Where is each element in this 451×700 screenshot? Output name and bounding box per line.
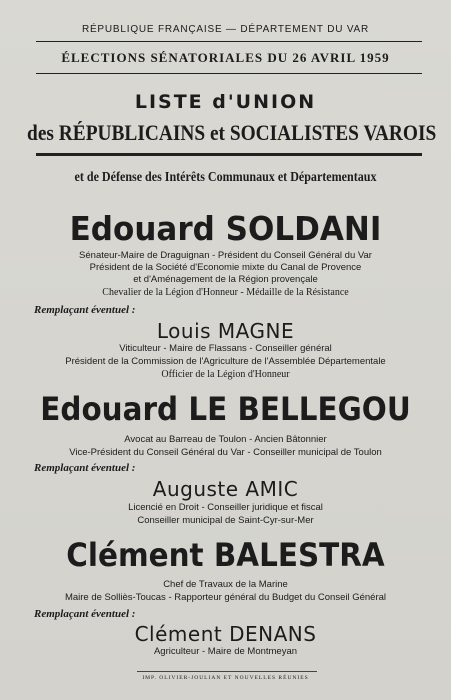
substitute-detail: Viticulteur - Maire de Flassans - Conseiller général xyxy=(119,343,332,354)
liste-title: LISTE d'UNION xyxy=(134,91,317,113)
substitute-detail: Président de la Commission de l'Agriculture de l'Assemblée Départementale xyxy=(65,356,386,367)
substitute-detail: Conseiller municipal de Saint-Cyr-sur-Mer xyxy=(137,515,314,526)
candidate-detail: Sénateur-Maire de Draguignan - Président du Conseil Général du Var xyxy=(79,250,372,261)
candidate-detail: Président de la Société d'Economie mixte du Canal de Provence xyxy=(89,262,362,273)
defense-subtitle: et de Défense des Intérêts Communaux et Départementaux xyxy=(74,170,377,185)
republicains-title: des RÉPUBLICAINS et SOCIALISTES VAROIS xyxy=(27,120,437,145)
printer-imprint: IMP. OLIVIER-JOULIAN ET NOUVELLES RÉUNIES xyxy=(142,675,309,681)
title-divider xyxy=(36,153,422,156)
substitute-detail: Officier de la Légion d'Honneur xyxy=(161,369,290,380)
substitute-name: Auguste AMIC xyxy=(152,477,299,501)
candidate-name: Edouard SOLDANI xyxy=(69,209,382,248)
candidate-detail: et d'Aménagement de la Région provençale xyxy=(133,274,318,285)
candidate-name: Clément BALESTRA xyxy=(66,536,385,574)
republique-header: RÉPUBLIQUE FRANÇAISE — DÉPARTEMENT DU VAR xyxy=(81,24,370,35)
header-divider xyxy=(36,41,422,42)
substitute-label: Remplaçant éventuel : xyxy=(34,304,136,316)
candidate-name: Edouard LE BELLEGOU xyxy=(40,390,411,428)
elections-divider xyxy=(36,73,422,74)
candidate-detail: Chevalier de la Légion d'Honneur - Médaille de la Résistance xyxy=(102,287,349,298)
candidate-detail: Maire de Solliès-Toucas - Rapporteur général du Budget du Conseil Général xyxy=(64,592,387,603)
substitute-label: Remplaçant éventuel : xyxy=(34,608,136,620)
substitute-detail: Agriculteur - Maire de Montmeyan xyxy=(153,646,298,657)
elections-title: ÉLECTIONS SÉNATORIALES DU 26 AVRIL 1959 xyxy=(61,50,390,65)
substitute-label: Remplaçant éventuel : xyxy=(34,462,136,474)
substitute-name: Louis MAGNE xyxy=(156,319,295,343)
candidate-detail: Chef de Travaux de la Marine xyxy=(163,579,288,590)
substitute-detail: Licencié en Droit - Conseiller juridique et fiscal xyxy=(128,502,323,513)
candidate-detail: Avocat au Barreau de Toulon - Ancien Bâtonnier xyxy=(124,434,327,445)
candidate-detail: Vice-Président du Conseil Général du Var - Conseiller municipal de Toulon xyxy=(69,447,382,458)
substitute-name: Clément DENANS xyxy=(134,622,317,646)
